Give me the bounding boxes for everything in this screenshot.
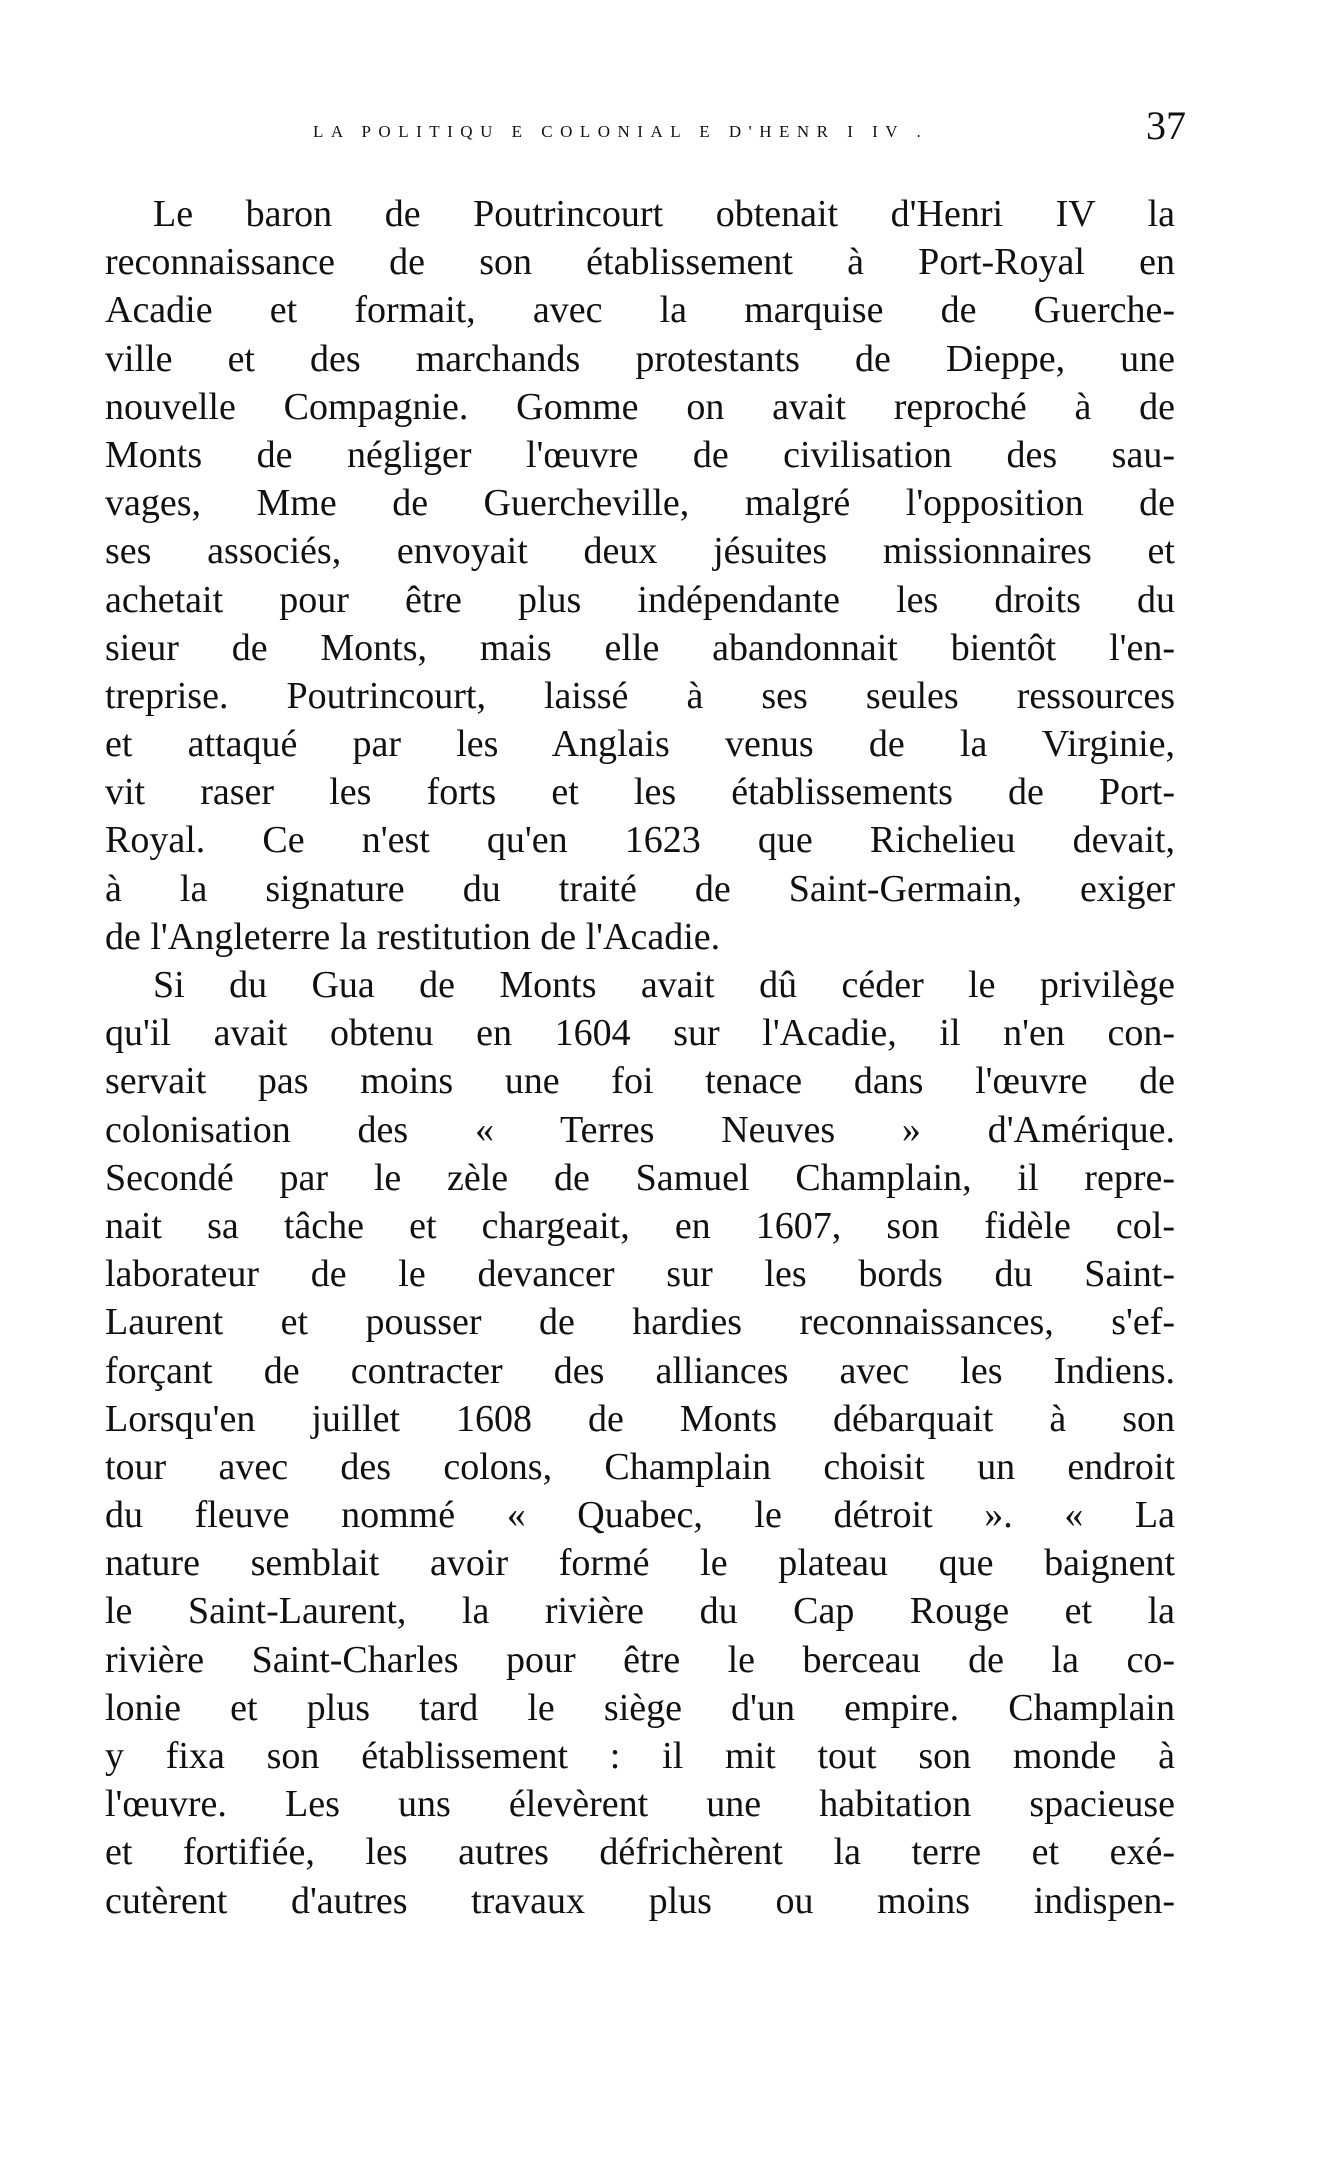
text-line: de l'Angleterre la restitution de l'Acadie. [105,915,721,958]
text-line: ses associés, envoyait deux jésuites missionnaires et [105,530,1175,573]
text-line: cutèrent d'autres travaux plus ou moins indispen- [105,1879,1175,1922]
text-line: nouvelle Compagnie. Gomme on avait reproché à de [105,385,1175,428]
text-line: sieur de Monts, mais elle abandonnait bientôt l'en- [105,626,1175,669]
text-line: servait pas moins une foi tenace dans l'œuvre de [105,1060,1175,1103]
text-line: Monts de négliger l'œuvre de civilisation des sau- [105,433,1175,476]
text-line: Laurent et pousser de hardies reconnaissances, s'ef- [105,1301,1175,1344]
text-line: forçant de contracter des alliances avec les Indiens. [105,1349,1175,1392]
text-line: lonie et plus tard le siège d'un empire. Champlain [105,1686,1175,1729]
body-text [105,190,1175,1925]
text-line: l'œuvre. Les uns élevèrent une habitation spacieuse [105,1783,1175,1826]
page-number: 37 [1146,103,1186,148]
text-line: colonisation des « Terres Neuves » d'Amérique. [105,1108,1175,1151]
text-line: Si du Gua de Monts avait dû céder le privilège [153,964,1175,1006]
text-line: nature semblait avoir formé le plateau que baignent [105,1542,1175,1585]
text-line: du fleuve nommé « Quabec, le détroit ». « La [105,1494,1175,1537]
text-line: Lorsqu'en juillet 1608 de Monts débarquait à son [105,1397,1175,1440]
text-line: Royal. Ce n'est qu'en 1623 que Richelieu devait, [105,819,1175,862]
text-line: treprise. Poutrincourt, laissé à ses seules ressources [105,674,1175,717]
text-line: Acadie et formait, avec la marquise de Guerche- [105,289,1175,332]
text-line: vages, Mme de Guercheville, malgré l'opposition de [105,482,1175,525]
text-line: achetait pour être plus indépendante les droits du [105,578,1175,621]
text-line: Secondé par le zèle de Samuel Champlain, il repre- [105,1156,1175,1199]
text-line: rivière Saint-Charles pour être le berceau de la co- [105,1638,1175,1681]
text-line: y fixa son établissement : il mit tout son monde à [105,1735,1175,1777]
running-header-title: LA POLITIQU E COLONIAL E D'HENR I IV . [313,122,929,141]
text-line: qu'il avait obtenu en 1604 sur l'Acadie, il n'en con- [105,1012,1175,1055]
text-line: laborateur de le devancer sur les bords du Saint- [105,1253,1175,1296]
text-line: nait sa tâche et chargeait, en 1607, son fidèle col- [105,1204,1175,1247]
text-line: reconnaissance de son établissement à Port-Royal en [105,241,1175,284]
text-line: à la signature du traité de Saint-Germain, exiger [105,867,1175,910]
text-line: ville et des marchands protestants de Dieppe, une [105,337,1175,380]
text-line: le Saint-Laurent, la rivière du Cap Rouge et la [105,1590,1175,1633]
text-line: Le baron de Poutrincourt obtenait d'Henri IV la [153,193,1175,235]
text-line: vit raser les forts et les établissements de Port- [105,771,1175,814]
text-line: tour avec des colons, Champlain choisit un endroit [105,1445,1175,1488]
text-line: et fortifiée, les autres défrichèrent la terre et exé- [105,1831,1175,1874]
text-line: et attaqué par les Anglais venus de la Virginie, [105,723,1175,766]
